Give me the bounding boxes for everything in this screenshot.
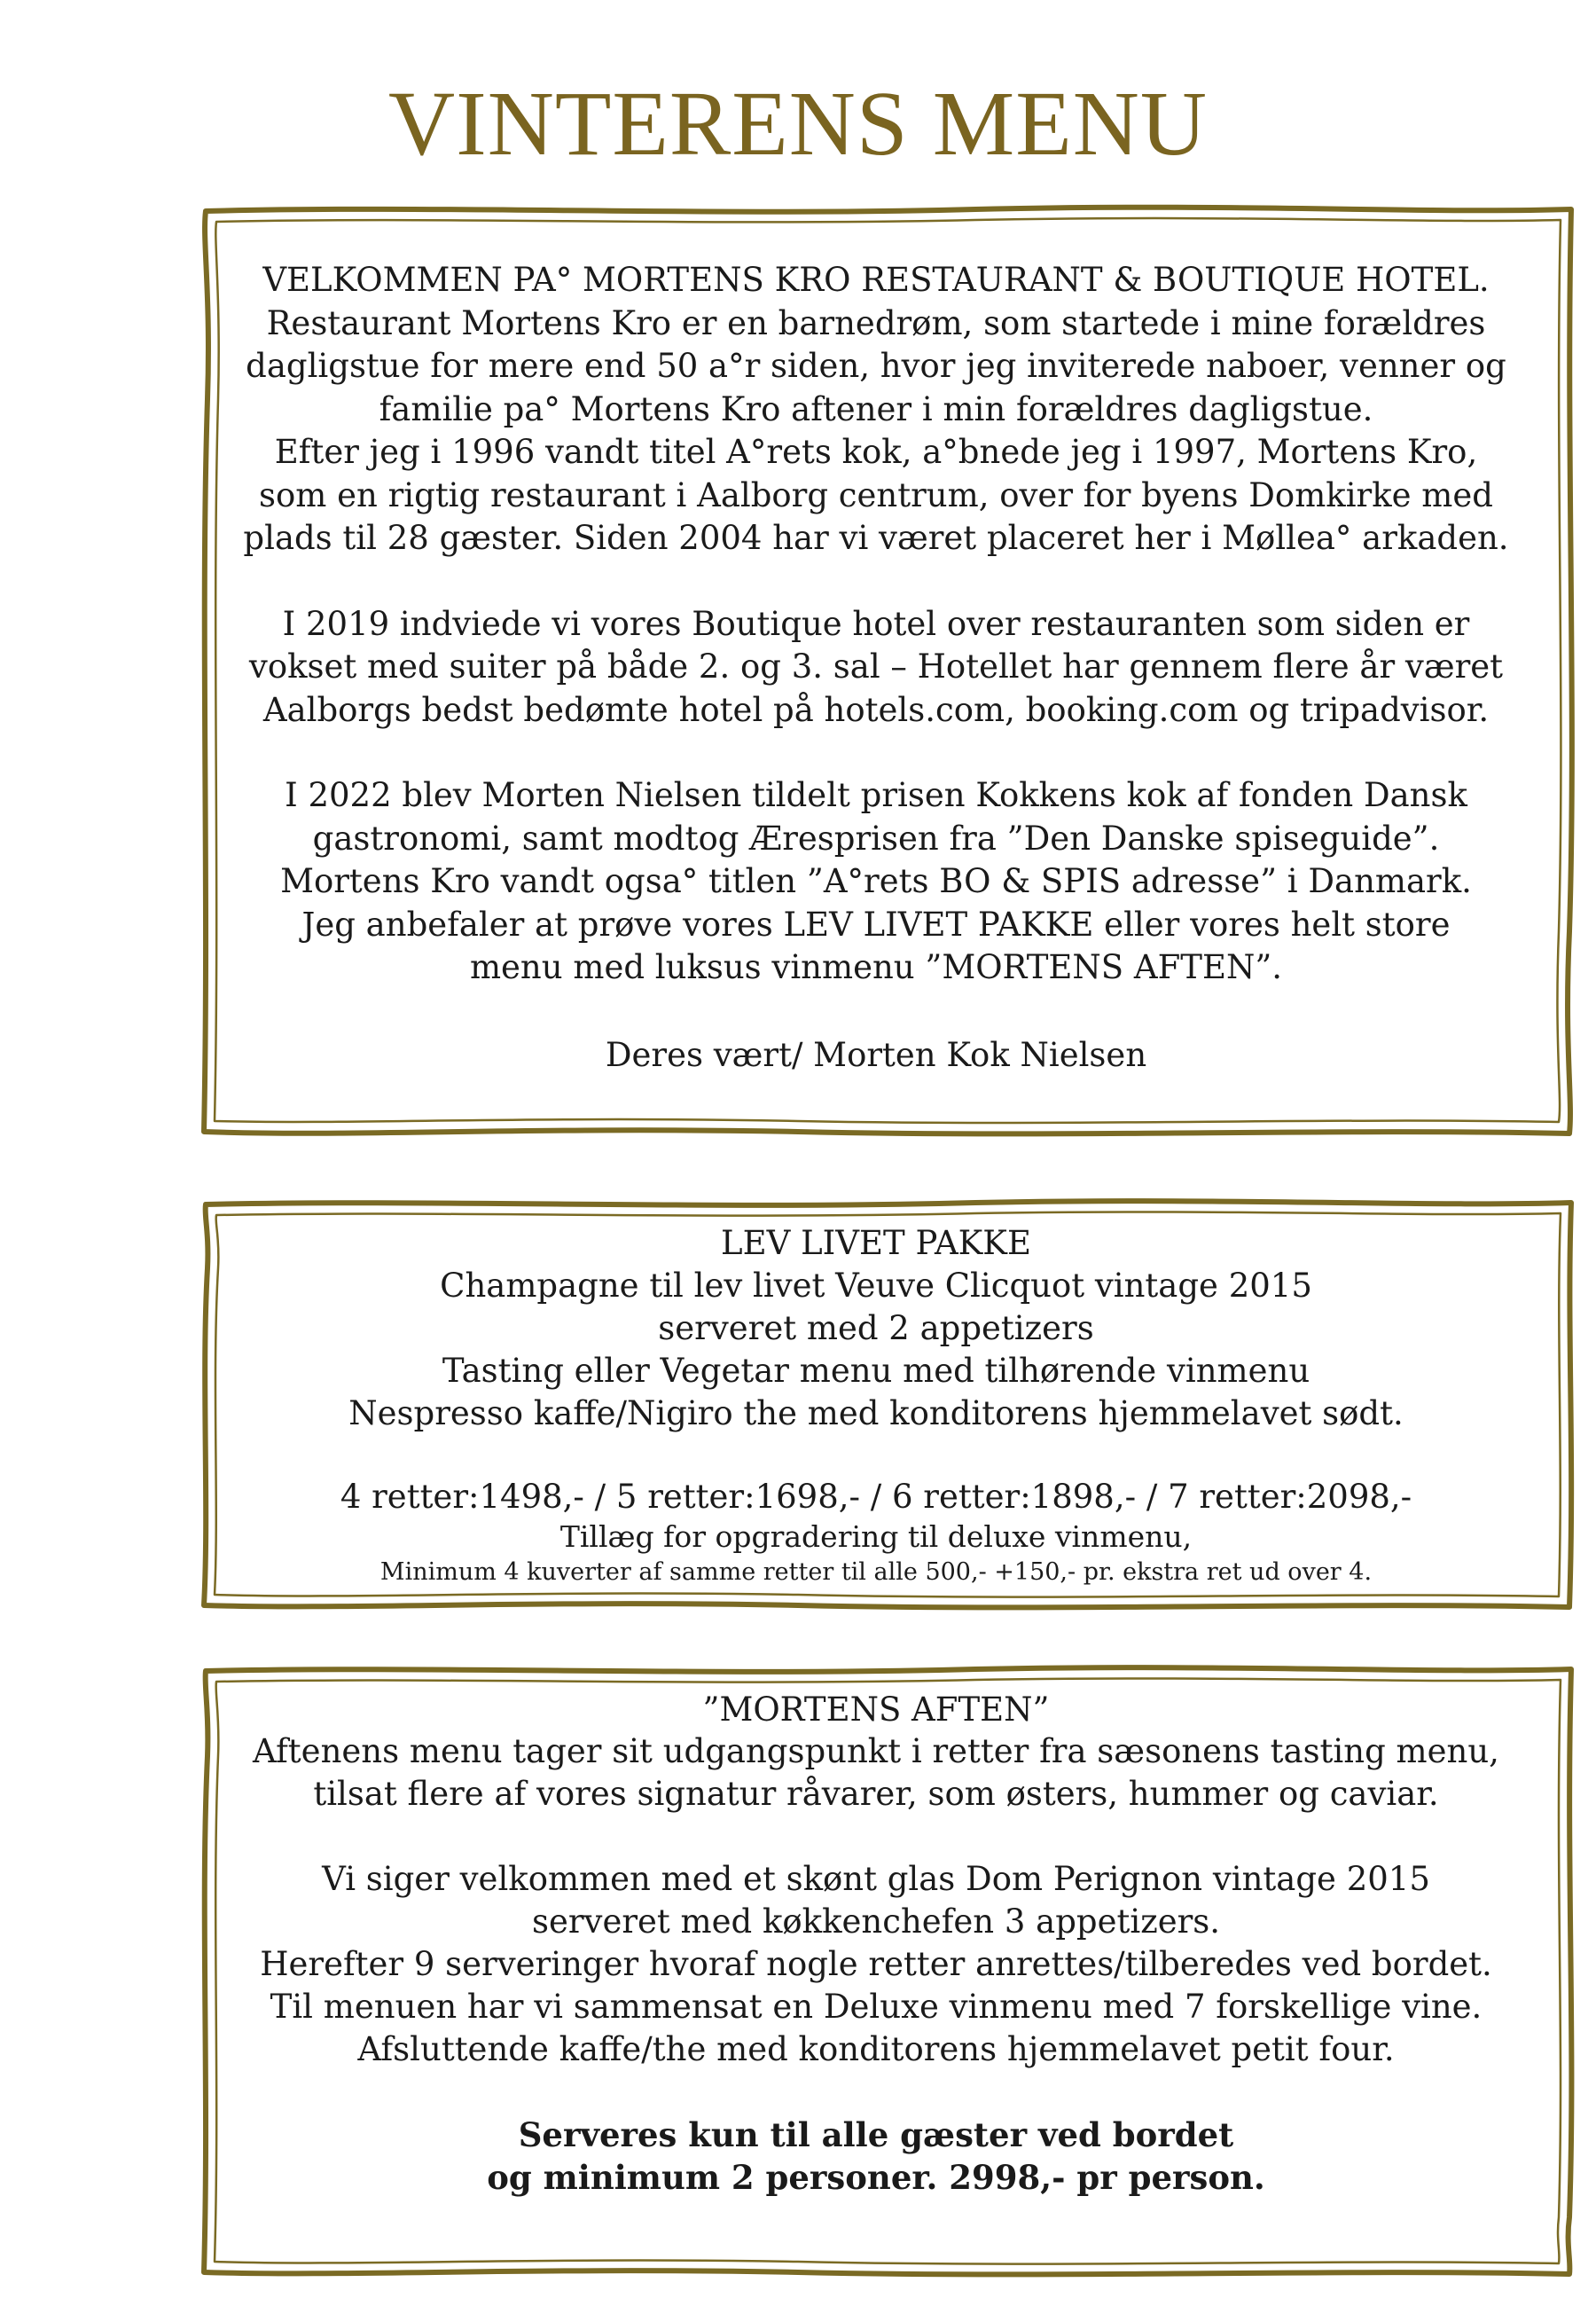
welcome-line: som en rigtig restaurant i Aalborg centrum, over for byens Domkirke med [259,475,1493,514]
package-line: Nespresso kaffe/Nigiro the med konditorens hjemmelavet sødt. [348,1394,1404,1432]
award-line: gastronomi, samt modtog Æresprisen fra ”Den Danske spiseguide”. [312,819,1440,858]
welcome-heading: VELKOMMEN PA° MORTENS KRO RESTAURANT & BOUTIQUE HOTEL. [262,261,1490,299]
hotel-line: Aalborgs bedst bedømte hotel på hotels.com, booking.com og tripadvisor. [262,690,1490,729]
award-line: menu med luksus vinmenu ”MORTENS AFTEN”. [469,948,1283,986]
award-line: I 2022 blev Morten Nielsen tildelt prisen Kokkens kok af fonden Dansk [285,776,1467,814]
award-line: Mortens Kro vandt ogsa° titlen ”A°rets BO & SPIS adresse” i Danmark. [280,862,1472,900]
welcome-line: Efter jeg i 1996 vandt titel A°rets kok, a°bnede jeg i 1997, Mortens Kro, [274,433,1478,471]
package-prices: 4 retter:1498,- / 5 retter:1698,- / 6 retter:1898,- / 7 retter:2098,- [340,1478,1412,1516]
hotel-line: I 2019 indviede vi vores Boutique hotel over restauranten som siden er [282,604,1470,643]
aften-intro-line: Aftenens menu tager sit udgangspunkt i retter fra sæsonens tasting menu, [253,1732,1499,1770]
welcome-line: Restaurant Mortens Kro er en barnedrøm, som startede i mine forældres [266,303,1486,342]
package-line: serveret med 2 appetizers [658,1309,1094,1347]
upgrade-supplement: Tillæg for opgradering til deluxe vinmenu, [559,1519,1193,1554]
spacer [220,1435,1532,1476]
aften-closing-line: Serveres kun til alle gæster ved bordet [518,2115,1234,2154]
menu-title: VINTERENS MENU [388,73,1208,175]
welcome-section [220,259,1532,1077]
hotel-line: vokset med suiter på både 2. og 3. sal – Hotellet har gennem flere år været [248,647,1504,686]
welcome-line: plads til 28 gæster. Siden 2004 har vi været placeret her i Møllea° arkaden. [243,519,1509,557]
spacer [220,732,1532,774]
lev-livet-heading: LEV LIVET PAKKE [721,1224,1031,1262]
award-line: Jeg anbefaler at prøve vores LEV LIVET PAKKE eller vores helt store [301,905,1451,944]
spacer [220,561,1532,603]
mortens-aften-section [220,1690,1532,2199]
aften-detail-line: Vi siger velkommen med et skønt glas Dom Perignon vintage 2015 [322,1860,1430,1898]
welcome-line: dagligstue for mere end 50 a°r siden, hvor jeg inviterede naboer, venner og [246,347,1506,385]
host-signature: Deres vært/ Morten Kok Nielsen [605,1035,1147,1074]
welcome-line: familie pa° Mortens Kro aftener i min forældres dagligstue. [379,389,1373,428]
aften-price-line: og minimum 2 personer. 2998,- pr person. [487,2158,1265,2197]
spacer [220,1816,1532,1858]
aften-detail-line: Til menuen har vi sammensat en Deluxe vinmenu med 7 forskellige vine. [270,1988,1483,2026]
minimum-note: Minimum 4 kuverter af samme retter til alle 500,- +150,- pr. ekstra ret ud over 4. [379,1558,1373,1586]
aften-detail-line: serveret med køkkenchefen 3 appetizers. [531,1902,1221,1941]
mortens-aften-heading: ”MORTENS AFTEN” [702,1690,1050,1729]
spacer [220,2071,1532,2114]
aften-detail-line: Afsluttende kaffe/the med konditorens hjemmelavet petit four. [357,2030,1395,2068]
aften-intro-line: tilsat flere af vores signatur råvarer, som østers, hummer og caviar. [313,1775,1439,1813]
package-line: Champagne til lev livet Veuve Clicquot vintage 2015 [440,1267,1312,1305]
lev-livet-section [220,1222,1532,1589]
package-line: Tasting eller Vegetar menu med tilhørende vinmenu [442,1352,1310,1390]
aften-detail-line: Herefter 9 serveringer hvoraf nogle retter anrettes/tilberedes ved bordet. [260,1945,1492,1983]
